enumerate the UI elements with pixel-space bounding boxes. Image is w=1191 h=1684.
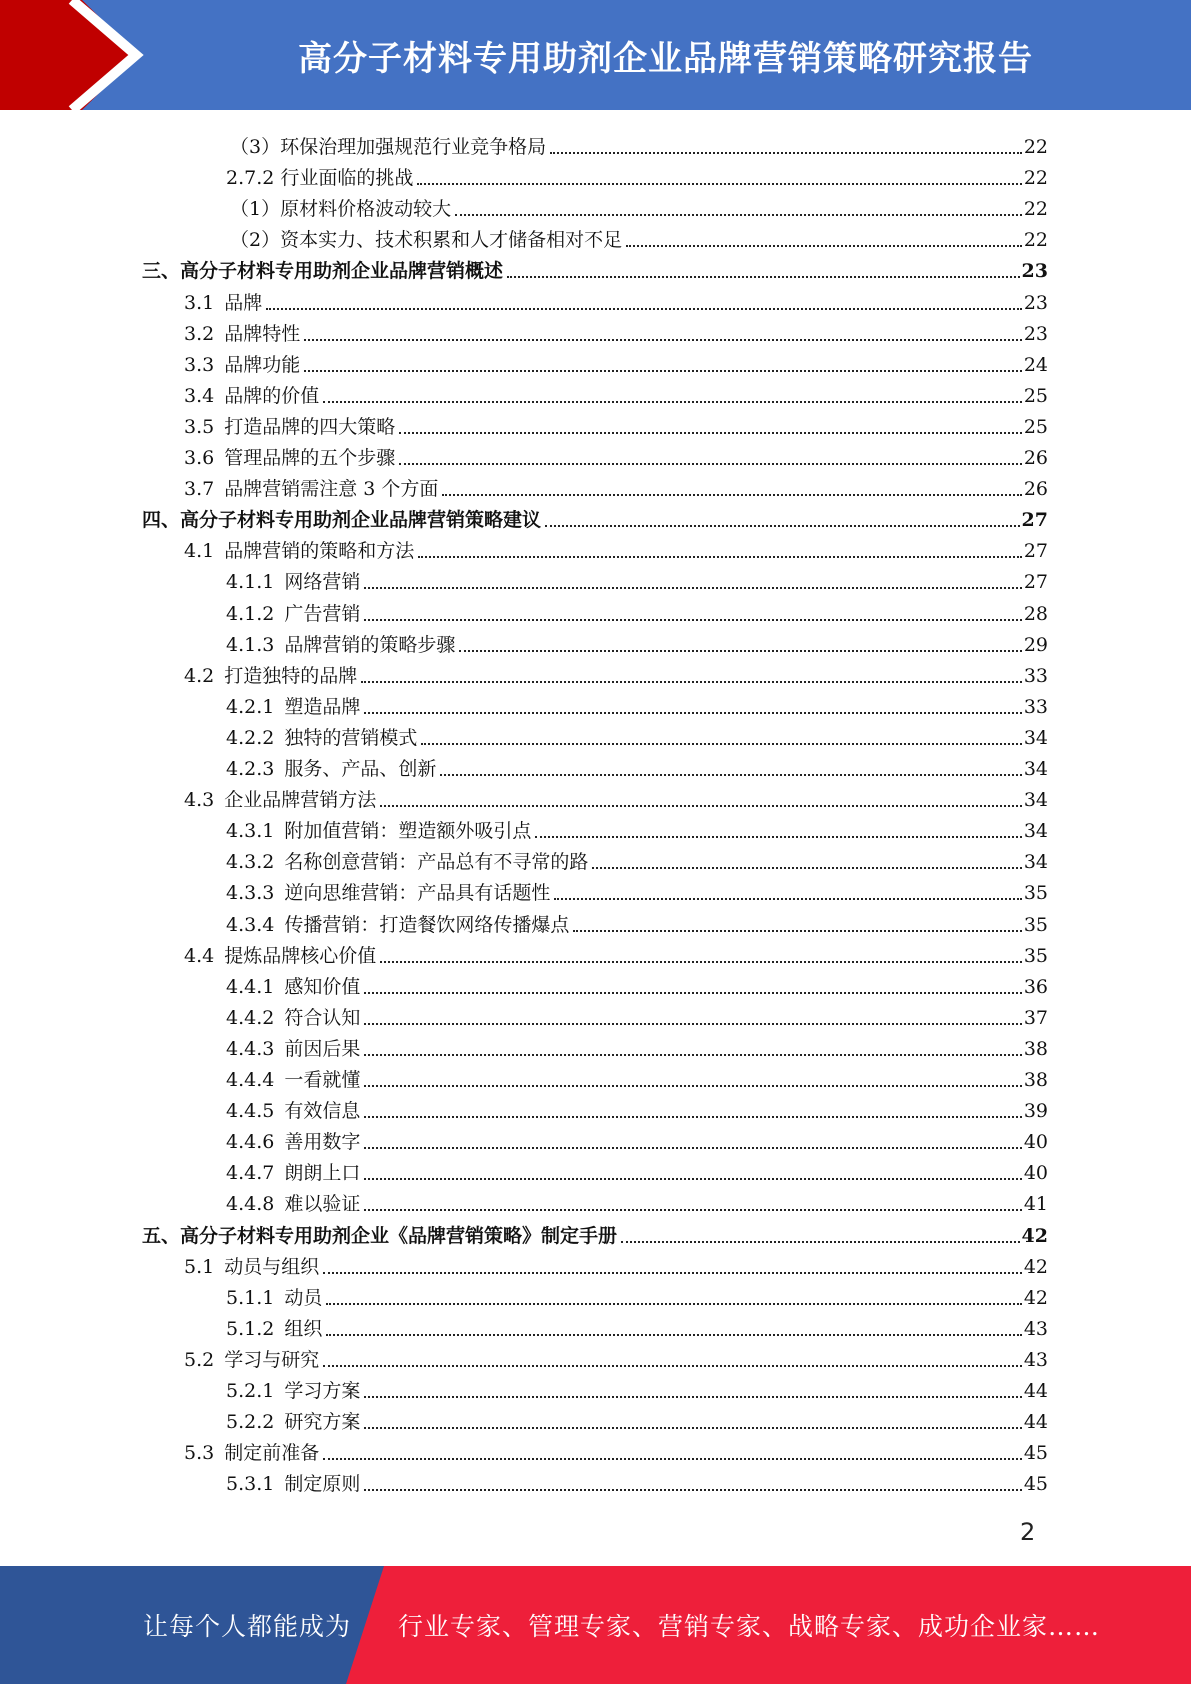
toc-entry-number: 5.2: [184, 1348, 215, 1371]
toc-entry-title: 广告营销: [284, 602, 361, 625]
toc-entry[interactable]: [226, 1153, 1048, 1184]
toc-dot-leader: [364, 1394, 1021, 1398]
toc-entry[interactable]: [226, 1309, 1048, 1340]
toc-entry-title: 动员与组织: [224, 1255, 320, 1278]
toc-entry[interactable]: [184, 469, 1048, 500]
toc-entry-title: 五、高分子材料专用助剂企业《品牌营销策略》制定手册: [142, 1224, 618, 1247]
toc-entry-number: 5.2.1: [226, 1380, 275, 1402]
toc-dot-leader: [626, 243, 1022, 247]
toc-entry-number: 5.1: [184, 1255, 215, 1278]
toc-entry-title: 朗朗上口: [284, 1162, 361, 1185]
toc-entry-title: 品牌营销需注意 3 个方面: [224, 478, 439, 501]
toc-entry-page: 35: [1023, 944, 1048, 967]
toc-entry-title: 企业品牌营销方法: [224, 789, 377, 812]
toc-entry-page: 28: [1023, 602, 1048, 625]
toc-entry-page: 42: [1023, 1255, 1048, 1278]
toc-entry[interactable]: [184, 656, 1048, 687]
toc-dot-leader: [399, 461, 1022, 465]
toc-entry-page: 43: [1023, 1317, 1048, 1340]
toc-entry-number: 4.4.3: [226, 1037, 275, 1060]
toc-entry-page: 34: [1023, 820, 1048, 843]
toc-entry-page: 23: [1023, 322, 1048, 345]
page-number: 2: [1020, 1518, 1036, 1546]
toc-entry-title: 制定原则: [284, 1473, 361, 1496]
toc-dot-leader: [364, 1114, 1021, 1118]
toc-dot-leader: [364, 710, 1021, 714]
toc-entry-page: 45: [1023, 1473, 1048, 1496]
toc-entry-title: 逆向思维营销：产品具有话题性: [284, 882, 551, 905]
toc-entry-page: 22: [1023, 198, 1048, 221]
toc-entry-title: 学习方案: [284, 1380, 361, 1402]
toc-entry-page: 45: [1023, 1442, 1048, 1465]
toc-entry[interactable]: [184, 345, 1048, 376]
toc-entry[interactable]: [226, 718, 1048, 749]
toc-entry-number: 4.1.2: [226, 602, 275, 625]
toc-entry[interactable]: [230, 220, 1048, 251]
toc-entry-page: 37: [1023, 1006, 1048, 1029]
toc-entry[interactable]: [184, 936, 1048, 967]
toc-dot-leader: [364, 1176, 1021, 1180]
toc-entry-number: 4.1.3: [226, 633, 275, 656]
toc-entry-title: 名称创意营销：产品总有不寻常的路: [284, 851, 589, 874]
toc-entry-title: 难以验证: [284, 1193, 361, 1216]
toc-entry-page: 38: [1023, 1037, 1048, 1060]
toc-dot-leader: [326, 1332, 1021, 1336]
toc-entry[interactable]: [226, 1060, 1048, 1091]
toc-dot-leader: [417, 181, 1021, 185]
toc-entry-title: 学习与研究: [224, 1348, 320, 1371]
toc-dot-leader: [364, 990, 1021, 994]
toc-entry-number: 5.2.2: [226, 1411, 275, 1434]
toc-entry-title: 附加值营销：塑造额外吸引点: [284, 820, 532, 843]
toc-entry[interactable]: [226, 905, 1048, 936]
toc-entry-page: 42: [1021, 1224, 1048, 1247]
toc-entry-page: 35: [1023, 913, 1048, 936]
toc-entry-number: 4.2: [184, 664, 215, 687]
toc-entry-page: 23: [1023, 291, 1048, 314]
toc-entry-number: 4.3: [184, 789, 215, 812]
toc-dot-leader: [621, 1239, 1020, 1243]
toc-entry[interactable]: [226, 1402, 1048, 1433]
toc-entry-page: 27: [1023, 540, 1048, 563]
toc-dot-leader: [361, 679, 1022, 683]
toc-entry-page: 42: [1023, 1286, 1048, 1309]
toc-dot-leader: [304, 337, 1022, 341]
toc-entry-page: 25: [1023, 384, 1048, 407]
toc-entry-number: 4.3.3: [226, 882, 275, 905]
toc-dot-leader: [592, 865, 1021, 869]
toc-entry[interactable]: [184, 283, 1048, 314]
toc-entry-title: 传播营销：打造餐饮网络传播爆点: [284, 913, 570, 936]
toc-entry-page: 33: [1023, 664, 1048, 687]
toc-entry-page: 36: [1023, 975, 1048, 998]
toc-entry[interactable]: [184, 1340, 1048, 1371]
toc-entry[interactable]: [184, 780, 1048, 811]
toc-entry[interactable]: [226, 1278, 1048, 1309]
toc-entry-title: 品牌营销的策略和方法: [224, 540, 415, 563]
toc-entry-page: 27: [1021, 509, 1048, 532]
toc-entry-number: 5.3.1: [226, 1473, 275, 1496]
toc-entry-page: 39: [1023, 1100, 1048, 1123]
toc-entry-title: 组织: [284, 1317, 323, 1340]
toc-entry[interactable]: [226, 687, 1048, 718]
toc-entry-page: 38: [1023, 1069, 1048, 1091]
toc-entry-number: 4.3.2: [226, 851, 275, 874]
footer-slogan-left: 让每个人都能成为: [143, 1612, 352, 1641]
toc-dot-leader: [418, 554, 1022, 558]
toc-entry[interactable]: [226, 873, 1048, 904]
toc-entry-number: 4.4.1: [226, 975, 275, 998]
toc-entry-title: 四、高分子材料专用助剂企业品牌营销策略建议: [142, 509, 542, 532]
report-title: 高分子材料专用助剂企业品牌营销策略研究报告: [298, 38, 1033, 79]
toc-dot-leader: [380, 959, 1022, 963]
toc-entry-number: 4.4.8: [226, 1193, 275, 1216]
toc-entry-page: 25: [1023, 415, 1048, 438]
toc-entry-title: 感知价值: [284, 975, 361, 998]
toc-entry-page: 34: [1023, 758, 1048, 780]
toc-entry-page: 40: [1023, 1131, 1048, 1154]
toc-entry[interactable]: [184, 407, 1048, 438]
toc-dot-leader: [380, 803, 1022, 807]
toc-entry-number: 5.1.2: [226, 1317, 275, 1340]
toc-dot-leader: [266, 306, 1022, 310]
page-header: [0, 0, 1191, 110]
toc-entry-number: 4.3.1: [226, 820, 275, 843]
toc-dot-leader: [455, 212, 1022, 216]
toc-entry[interactable]: [226, 842, 1048, 873]
toc-entry-title: 品牌的价值: [224, 384, 320, 407]
toc-dot-leader: [535, 834, 1021, 838]
toc-entry-number: 3.7: [184, 478, 215, 501]
toc-entry-title: 打造品牌的四大策略: [224, 415, 396, 438]
toc-entry-number: 4.4.6: [226, 1131, 275, 1154]
toc-dot-leader: [364, 1145, 1021, 1149]
toc-entry-title: （2）资本实力、技术积累和人才储备相对不足: [230, 229, 623, 252]
toc-entry-title: 2.7.2 行业面临的挑战: [226, 167, 414, 190]
toc-entry-page: 27: [1023, 571, 1048, 594]
toc-entry-page: 34: [1023, 789, 1048, 812]
toc-entry-number: 4.1.1: [226, 571, 275, 594]
toc-entry-title: 符合认知: [284, 1006, 361, 1029]
toc-dot-leader: [554, 896, 1021, 900]
toc-entry[interactable]: [184, 376, 1048, 407]
toc-entry[interactable]: [226, 1029, 1048, 1060]
toc-entry-title: 善用数字: [284, 1131, 361, 1154]
toc-dot-leader: [323, 399, 1022, 403]
toc-entry-title: 塑造品牌: [284, 695, 361, 718]
toc-entry-title: 打造独特的品牌: [224, 664, 358, 687]
toc-entry-page: 43: [1023, 1348, 1048, 1371]
toc-entry-number: 3.1: [184, 291, 215, 314]
toc-entry-number: 4.4.5: [226, 1100, 275, 1123]
toc-dot-leader: [459, 648, 1021, 652]
page-footer: [0, 1566, 1191, 1684]
toc-entry-page: 22: [1023, 167, 1048, 190]
toc-entry-page: 44: [1023, 1411, 1048, 1434]
toc-entry[interactable]: [226, 1371, 1048, 1402]
toc-entry-title: 品牌营销的策略步骤: [284, 633, 456, 656]
toc-entry-title: （3）环保治理加强规范行业竞争格局: [230, 136, 547, 158]
toc-entry[interactable]: [226, 811, 1048, 842]
toc-dot-leader: [550, 150, 1022, 154]
toc-entry[interactable]: [184, 438, 1048, 469]
toc-entry-title: 三、高分子材料专用助剂企业品牌营销概述: [142, 260, 504, 283]
toc-entry-title: 网络营销: [284, 571, 361, 594]
toc-dot-leader: [399, 430, 1022, 434]
toc-entry-title: 独特的营销模式: [284, 726, 418, 749]
toc-entry-title: 一看就懂: [284, 1069, 361, 1091]
toc-entry-number: 5.1.1: [226, 1286, 275, 1309]
toc-dot-leader: [364, 1487, 1021, 1491]
toc-entry[interactable]: [184, 531, 1048, 562]
toc-entry[interactable]: [184, 314, 1048, 345]
toc-entry-page: 24: [1023, 353, 1048, 376]
toc-entry-number: 4.2.1: [226, 695, 275, 718]
header-chevron-icon: [0, 0, 160, 110]
toc-entry-page: 23: [1021, 260, 1048, 283]
toc-entry-page: 41: [1023, 1193, 1048, 1216]
toc-entry-title: （1）原材料价格波动较大: [230, 198, 452, 221]
toc-entry-page: 34: [1023, 726, 1048, 749]
toc-dot-leader: [440, 772, 1021, 776]
toc-entry[interactable]: [226, 594, 1048, 625]
toc-dot-leader: [304, 368, 1022, 372]
toc-entry[interactable]: [230, 189, 1048, 220]
toc-dot-leader: [323, 1456, 1022, 1460]
toc-entry-title: 有效信息: [284, 1100, 361, 1123]
toc-entry[interactable]: [226, 1464, 1048, 1495]
toc-entry-number: 4.2.2: [226, 726, 275, 749]
toc-entry-page: 35: [1023, 882, 1048, 905]
toc-entry[interactable]: [226, 1122, 1048, 1153]
toc-dot-leader: [507, 274, 1020, 278]
toc-entry-page: 29: [1023, 633, 1048, 656]
toc-dot-leader: [442, 492, 1021, 496]
toc-entry-title: 前因后果: [284, 1037, 361, 1060]
toc-dot-leader: [573, 928, 1021, 932]
toc-entry[interactable]: [226, 967, 1048, 998]
toc-entry-number: 4.4.2: [226, 1006, 275, 1029]
toc-dot-leader: [364, 1425, 1021, 1429]
toc-entry-number: 5.3: [184, 1442, 215, 1465]
toc-entry[interactable]: [226, 1091, 1048, 1122]
toc-entry-title: 提炼品牌核心价值: [224, 944, 377, 967]
toc-entry-page: 26: [1023, 447, 1048, 469]
toc-entry-title: 品牌特性: [224, 322, 301, 345]
toc-dot-leader: [326, 1301, 1021, 1305]
toc-dot-leader: [364, 1021, 1021, 1025]
toc-entry-page: 40: [1023, 1162, 1048, 1185]
toc-dot-leader: [364, 617, 1021, 621]
toc-entry[interactable]: [226, 749, 1048, 780]
toc-entry-title: 研究方案: [284, 1411, 361, 1434]
toc-entry-page: 22: [1023, 136, 1048, 158]
toc-dot-leader: [364, 585, 1021, 589]
toc-entry[interactable]: [226, 625, 1048, 656]
toc-entry-number: 3.5: [184, 415, 215, 438]
toc-entry[interactable]: [142, 1216, 1048, 1247]
toc-entry-number: 4.4: [184, 944, 215, 967]
toc-entry[interactable]: [142, 500, 1048, 531]
toc-entry-number: 4.2.3: [226, 758, 275, 780]
toc-entry-page: 34: [1023, 851, 1048, 874]
toc-dot-leader: [323, 1363, 1022, 1367]
toc-entry-title: 管理品牌的五个步骤: [224, 447, 396, 469]
toc-entry[interactable]: [226, 562, 1048, 593]
toc-dot-leader: [323, 1270, 1022, 1274]
toc-entry-title: 动员: [284, 1286, 323, 1309]
toc-dot-leader: [364, 1083, 1021, 1087]
toc-entry-page: 26: [1023, 478, 1048, 501]
toc-entry-number: 4.4.7: [226, 1162, 275, 1185]
toc-entry-number: 3.3: [184, 353, 215, 376]
toc-entry[interactable]: [142, 251, 1048, 282]
toc-entry-page: 33: [1023, 695, 1048, 718]
toc-entry[interactable]: [226, 998, 1048, 1029]
toc-entry-number: 3.4: [184, 384, 215, 407]
toc-dot-leader: [545, 523, 1020, 527]
toc-entry[interactable]: [184, 1433, 1048, 1464]
toc-dot-leader: [364, 1207, 1021, 1211]
toc-entry-title: 品牌: [224, 291, 263, 314]
toc-entry-number: 3.6: [184, 447, 215, 469]
toc-entry-page: 22: [1023, 229, 1048, 252]
toc-entry-title: 服务、产品、创新: [284, 758, 437, 780]
toc-entry-number: 4.3.4: [226, 913, 275, 936]
toc-dot-leader: [421, 741, 1021, 745]
toc-entry-number: 4.1: [184, 540, 215, 563]
toc-entry[interactable]: [226, 158, 1048, 189]
toc-entry[interactable]: [226, 1184, 1048, 1215]
toc-entry-title: 品牌功能: [224, 353, 301, 376]
toc-entry-page: 44: [1023, 1380, 1048, 1402]
toc-entry-title: 制定前准备: [224, 1442, 320, 1465]
toc-entry[interactable]: [184, 1247, 1048, 1278]
toc-entry-number: 4.4.4: [226, 1069, 275, 1091]
toc-entry[interactable]: [230, 127, 1048, 158]
toc-entry-number: 3.2: [184, 322, 215, 345]
toc-dot-leader: [364, 1052, 1021, 1056]
footer-slogan-right: 行业专家、管理专家、营销专家、战略专家、成功企业家……: [398, 1612, 1101, 1641]
